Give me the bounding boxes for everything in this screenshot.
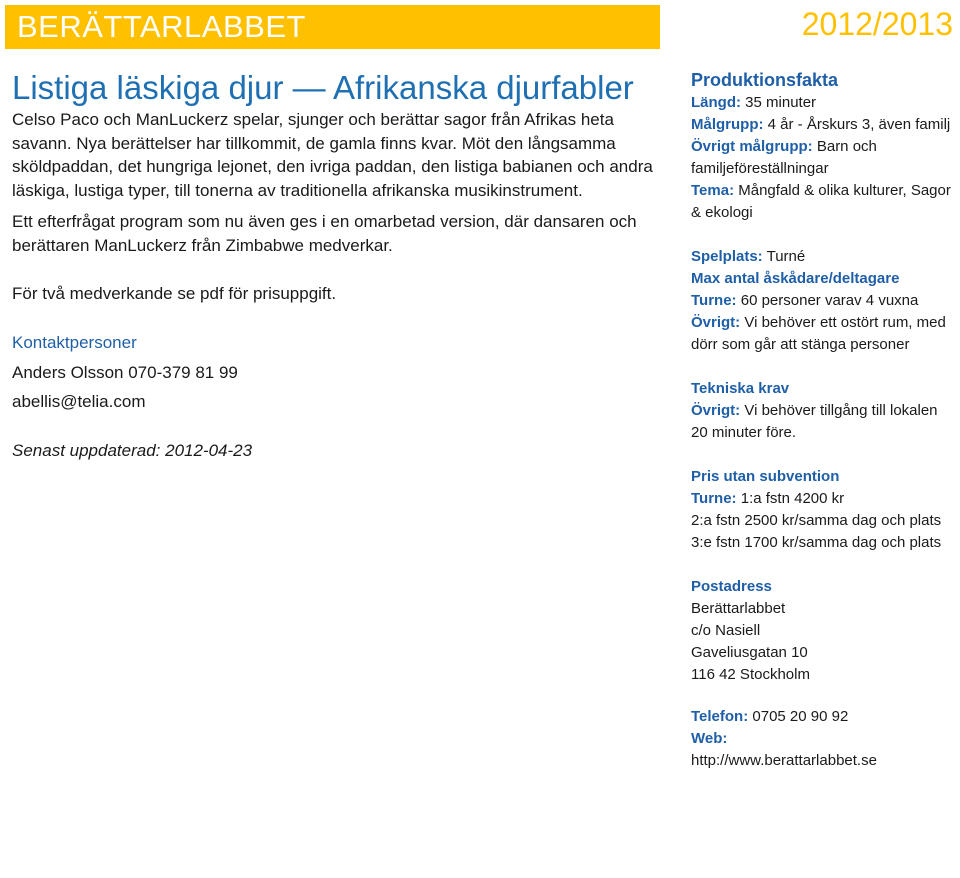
other-label: Övrigt: xyxy=(691,314,741,331)
page-title: Listiga läskiga djur — Afrikanska djurfabler xyxy=(12,69,634,106)
target-row xyxy=(691,114,953,136)
web-label: Web: xyxy=(691,730,728,747)
other-target-label: Övrigt målgrupp: xyxy=(691,138,813,155)
phone-value: 0705 20 90 92 xyxy=(752,708,849,725)
tech-row xyxy=(691,400,953,444)
other-target-value: Barn och familjeföreställningar xyxy=(691,138,877,177)
other-row xyxy=(691,312,953,356)
theme-row xyxy=(691,180,953,224)
address-heading: Postadress xyxy=(691,578,772,595)
venue-value: Turné xyxy=(766,248,806,265)
tour-label: Turne: xyxy=(691,292,737,309)
price-note: För två medverkande se pdf för prisuppgift. xyxy=(12,284,337,303)
length-value: 35 minuter xyxy=(745,94,817,111)
tour-row xyxy=(691,290,953,312)
main-content xyxy=(12,68,662,463)
target-value: 4 år - Årskurs 3, även familj xyxy=(767,116,951,133)
phone-row xyxy=(691,706,953,728)
tech-other-label: Övrigt: xyxy=(691,402,741,419)
target-label: Målgrupp: xyxy=(691,116,764,133)
address-line: c/o Nasiell xyxy=(691,622,761,639)
production-facts xyxy=(691,68,953,772)
tech-heading: Tekniska krav xyxy=(691,380,790,397)
phone-label: Telefon: xyxy=(691,708,749,725)
theme-value: Mångfald & olika kulturer, Sagor & ekologi xyxy=(691,182,951,221)
contact-person: Anders Olsson 070-379 81 99 xyxy=(12,362,238,382)
other-value: Vi behöver ett ostört rum, med dörr som går att stänga personer xyxy=(691,314,946,353)
header-bar xyxy=(5,5,660,49)
venue-label: Spelplats: xyxy=(691,248,763,265)
address-line: Berättarlabbet xyxy=(691,600,786,617)
other-target-row xyxy=(691,136,953,180)
length-row xyxy=(691,92,953,114)
price-3: 3:e fstn 1700 kr/samma dag och plats xyxy=(691,534,942,551)
theme-label: Tema: xyxy=(691,182,735,199)
address-line: Gaveliusgatan 10 xyxy=(691,644,808,661)
header-title: BERÄTTARLABBET xyxy=(17,9,306,44)
season-year: 2012/2013 xyxy=(801,6,953,42)
price-row-1 xyxy=(691,488,953,510)
price-2: 2:a fstn 2500 kr/samma dag och plats xyxy=(691,512,942,529)
web-link[interactable]: http://www.berattarlabbet.se xyxy=(691,752,877,769)
length-label: Längd: xyxy=(691,94,741,111)
tour-value: 60 personer varav 4 vuxna xyxy=(740,292,919,309)
price-tour-label: Turne: xyxy=(691,490,737,507)
extra-text: Ett efterfrågat program som nu även ges i en omarbetad version, där dansaren och berättaren ManLuckerz från Zimbabwe medverkar. xyxy=(12,212,637,255)
price-1: 1:a fstn 4200 kr xyxy=(740,490,845,507)
price-heading: Pris utan subvention xyxy=(691,468,840,485)
contact-email[interactable]: abellis@telia.com xyxy=(12,392,146,411)
contact-heading: Kontaktpersoner xyxy=(12,332,137,352)
updated-date: Senast uppdaterad: 2012-04-23 xyxy=(12,440,253,460)
address-line: 116 42 Stockholm xyxy=(691,666,810,683)
tech-other-value: Vi behöver tillgång till lokalen 20 minuter före. xyxy=(691,402,938,441)
audience-heading: Max antal åskådare/deltagare xyxy=(691,270,900,287)
facts-title: Produktionsfakta xyxy=(691,70,839,90)
description-text: Celso Paco och ManLuckerz spelar, sjunger och berättar sagor från Afrikas heta savann. Nya berättelser har tillkommit, de gamla finns kvar. Möt den långsamma sköldpaddan, det hungriga lejonet, den ivriga paddan, den listiga babianen och andra läskiga, lustiga typer, till tonerna av traditionella afrikanska musikinstrument. xyxy=(12,110,653,200)
venue-row xyxy=(691,246,953,268)
